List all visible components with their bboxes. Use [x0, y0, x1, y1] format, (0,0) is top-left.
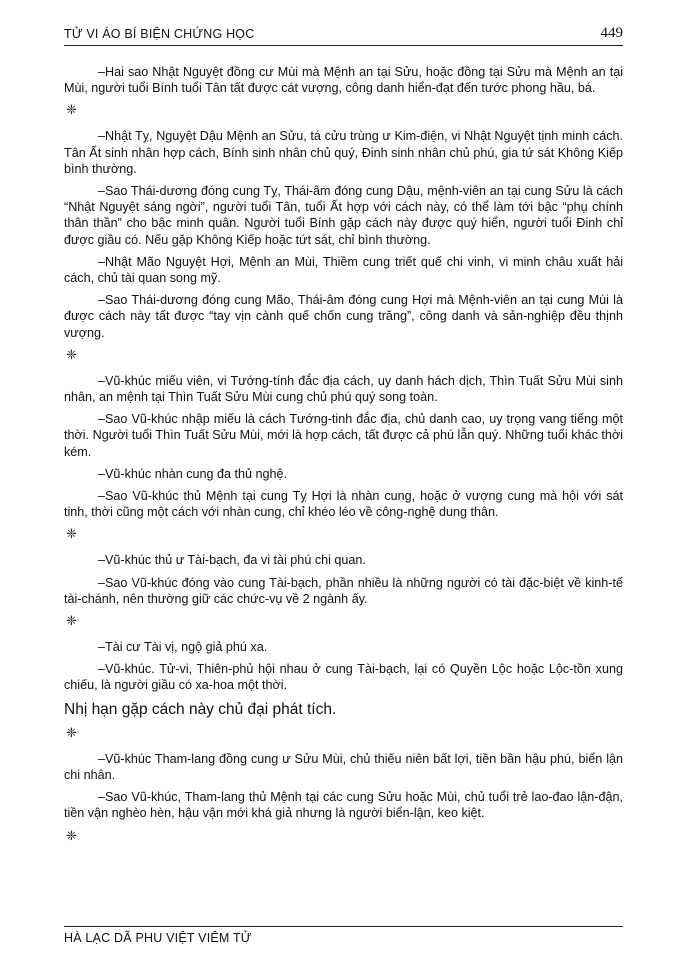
ornament-icon: ❈	[66, 724, 77, 740]
ornament-icon: ❈	[66, 346, 77, 362]
paragraph: –Sao Thái-dương đóng cung Tỵ, Thái-âm đóng cung Dậu, mệnh-viên an tại cung Sửu là cách “Nhật Nguyệt sáng ngời”, người tuổi Tân, tuổi Ất hợp với cách này, có thể làm tới bậc “phụ chính thân thần” cho bậc minh quân. Người tuổi Bính gặp cách này được quý hiển, người tuổi Đinh chỉ được giầu có. Nếu gặp Không Kiếp hoặc tứt sát, chỉ bình thường.	[64, 184, 623, 247]
ornament-icon: ❈	[66, 102, 77, 118]
ornament-icon: ❈	[66, 526, 77, 542]
paragraph: –Vũ-khúc nhàn cung đa thủ nghệ.	[98, 466, 288, 481]
ornament-icon: ❈	[66, 613, 77, 629]
paragraph: –Tài cư Tài vị, ngộ giả phú xa.	[98, 640, 268, 655]
page-footer	[64, 926, 623, 945]
paragraph: –Sao Vũ-khúc thủ Mệnh tại cung Tỵ Hợi là nhàn cung, hoặc ở vượng cung mà hội với sát tinh, thời cũng một cách với nhàn cung, chỉ khéo léo về công-nghệ dung thân.	[64, 489, 623, 520]
running-title: TỬ VI ÁO BÍ BIỆN CHỨNG HỌC	[64, 27, 255, 41]
ornament-icon: ❈	[66, 827, 77, 843]
paragraph: –Vũ-khúc. Tử-vi, Thiên-phủ hội nhau ở cung Tài-bạch, lại có Quyền Lộc hoặc Lộc-tồn xung chiếu, là người giầu có xa-hoa một thời.	[64, 662, 623, 693]
paragraph: –Vũ-khúc thủ ư Tài-bạch, đa vi tài phú chi quan.	[98, 553, 366, 568]
paragraph: –Vũ-khúc miếu viên, vi Tướng-tính đắc địa cách, uy danh hách dịch, Thìn Tuất Sửu Mùi sinh nhân, an mệnh tại Thìn Tuất Sửu Mùi cung chủ phú quý song toàn.	[64, 373, 623, 405]
paragraph: –Sao Vũ-khúc, Tham-lang thủ Mệnh tại các cung Sửu hoặc Mùi, chủ tuổi trẻ lao-đao lận-đận, tiền vận nghèo hèn, hậu vận mới khá giả nhưng là người biển-lận, keo kiệt.	[64, 790, 623, 821]
paragraph: –Sao Vũ-khúc nhập miếu là cách Tướng-tinh đắc địa, chủ danh cao, uy trọng vang tiếng một thời. Người tuổi Thìn Tuất Sửu Mùi, mới là hợp cách, tất được cả phú lẫn quý. Những tuổi khác thời kém.	[64, 412, 623, 459]
paragraph: –Sao Thái-dương đóng cung Mão, Thái-âm đóng cung Hợi mà Mệnh-viên an tại cung Mùi là được cách này tất được “tay vịn cành quế chốn cung trăng”, công danh và sản-nghiệp đều thịnh vượng.	[64, 293, 623, 340]
footer-author: HÀ LẠC DÃ PHU VIỆT VIÊM TỬ	[64, 931, 252, 945]
page-header	[64, 25, 623, 46]
paragraph: –Hai sao Nhật Nguyệt đồng cư Mùi mà Mệnh an tại Sửu, hoặc đồng tại Sửu mà Mệnh an tại Mùi, người tuổi Bính tuổi Tân tất được cát vượng, công danh hiển-đạt đến tước phong hầu, bá.	[64, 65, 623, 96]
paragraph: –Nhật Tỵ, Nguyệt Dậu Mệnh an Sửu, tá cửu trùng ư Kim-điện, vi Nhật Nguyệt tịnh minh cách. Tân Ất sinh nhân hợp cách, Bính sinh nhân chủ quý, Đinh sinh nhân chủ phú, gia tứ sát Không Kiếp bình thường.	[64, 129, 623, 176]
paragraph: –Vũ-khúc Tham-lang đồng cung ư Sửu Mùi, chủ thiếu niên bất lợi, tiền bần hậu phú, biển lận chi nhân.	[64, 751, 623, 782]
document-page	[64, 0, 623, 971]
paragraph: –Sao Vũ-khúc đóng vào cung Tài-bạch, phần nhiều là những người có tài đặc-biệt về kinh-tế tài-chánh, nên thường giữ các chức-vụ về 2 ngành ấy.	[64, 575, 623, 606]
page-number: 449	[600, 25, 623, 41]
paragraph: –Nhật Mão Nguyệt Hợi, Mệnh an Mùi, Thiềm cung triết quế chi vinh, vi minh châu xuất hải cách, chủ tài quan song mỹ.	[64, 254, 623, 286]
page-content	[64, 64, 623, 854]
large-paragraph: Nhị hạn gặp cách này chủ đại phát tích.	[64, 700, 337, 718]
